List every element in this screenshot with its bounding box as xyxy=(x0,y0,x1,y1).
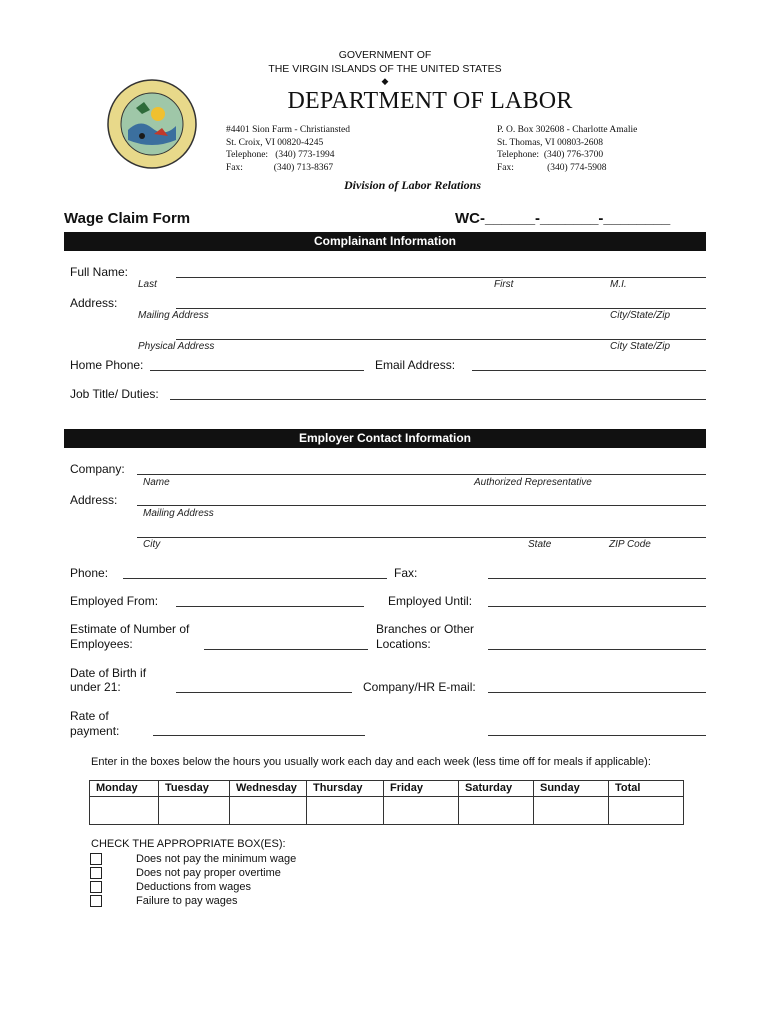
zip-caption: ZIP Code xyxy=(609,539,651,550)
hours-sunday-cell[interactable] xyxy=(534,797,609,825)
checkbox-failure-to-pay[interactable] xyxy=(90,895,102,907)
checkbox-minimum-wage[interactable] xyxy=(90,853,102,865)
rate-label-2: payment: xyxy=(70,724,120,738)
hours-monday-cell[interactable] xyxy=(90,797,159,825)
job-title-label: Job Title/ Duties: xyxy=(70,387,159,401)
company-label: Company: xyxy=(70,462,125,476)
checkbox-label-overtime: Does not pay proper overtime xyxy=(136,867,281,879)
employer-mailing-address-field[interactable] xyxy=(137,505,706,506)
state-caption: State xyxy=(528,539,552,550)
authorized-rep-caption: Authorized Representative xyxy=(474,477,592,488)
company-name-caption: Name xyxy=(143,477,170,488)
employed-from-field[interactable] xyxy=(176,606,364,607)
checkbox-label-failure-to-pay: Failure to pay wages xyxy=(136,895,238,907)
city-state-zip-caption-1: City/State/Zip xyxy=(610,310,671,321)
job-title-field[interactable] xyxy=(170,399,706,400)
city-caption: City xyxy=(143,539,161,550)
physical-address-field[interactable] xyxy=(176,339,706,340)
dob-label-1: Date of Birth if xyxy=(70,666,147,680)
email-address-label: Email Address: xyxy=(375,358,456,372)
full-name-field[interactable] xyxy=(176,277,706,278)
estimate-employees-label-2: Employees: xyxy=(70,637,133,651)
first-name-caption: First xyxy=(494,279,514,290)
dob-label-2: under 21: xyxy=(70,680,121,694)
day-header-monday: Monday xyxy=(90,781,159,797)
division-title: Division of Labor Relations xyxy=(344,178,482,192)
day-header-friday: Friday xyxy=(384,781,459,797)
day-header-total: Total xyxy=(609,781,684,797)
company-field[interactable] xyxy=(137,474,706,475)
employer-phone-label: Phone: xyxy=(70,566,109,580)
mailing-address-field[interactable] xyxy=(176,308,706,309)
employed-until-field[interactable] xyxy=(488,606,706,607)
checkbox-label-deductions: Deductions from wages xyxy=(136,881,251,893)
check-boxes-heading: CHECK THE APPROPRIATE BOX(ES): xyxy=(91,838,286,850)
checkbox-overtime[interactable] xyxy=(90,867,102,879)
hours-friday-cell[interactable] xyxy=(384,797,459,825)
branches-label-1: Branches or Other xyxy=(376,622,475,636)
day-header-sunday: Sunday xyxy=(534,781,609,797)
day-header-thursday: Thursday xyxy=(307,781,384,797)
city-state-zip-caption-2: City State/Zip xyxy=(610,341,671,352)
branches-field[interactable] xyxy=(488,649,706,650)
department-title: DEPARTMENT OF LABOR xyxy=(287,88,573,114)
home-phone-field[interactable] xyxy=(150,370,364,371)
checkbox-label-minimum-wage: Does not pay the minimum wage xyxy=(136,853,297,865)
employed-from-label: Employed From: xyxy=(70,594,159,608)
mailing-address-caption: Mailing Address xyxy=(138,310,209,321)
dob-field[interactable] xyxy=(176,692,352,693)
rate-of-payment-field[interactable] xyxy=(153,735,365,736)
hours-tuesday-cell[interactable] xyxy=(159,797,230,825)
wc-number-field[interactable]: WC-______-_______-________ xyxy=(455,210,671,227)
home-phone-label: Home Phone: xyxy=(70,358,144,372)
diamond-icon: ◆ xyxy=(381,76,389,86)
government-line-1: GOVERNMENT OF xyxy=(338,49,432,61)
estimate-employees-label-1: Estimate of Number of xyxy=(70,622,190,636)
employer-section-header: Employer Contact Information xyxy=(64,429,706,448)
government-line-2: THE VIRGIN ISLANDS OF THE UNITED STATES xyxy=(268,63,502,75)
employer-mailing-caption: Mailing Address xyxy=(143,508,214,519)
st-croix-address: #4401 Sion Farm - Christiansted St. Croix, VI 00820-4245 Telephone: (340) 773-1994 Fax: (340) 713-8367 xyxy=(226,125,351,173)
branches-label-2: Locations: xyxy=(376,637,431,651)
day-header-wednesday: Wednesday xyxy=(230,781,307,797)
hours-instruction: Enter in the boxes below the hours you usually work each day and each week (less time off for meals if applicable): xyxy=(91,756,651,768)
hours-wednesday-cell[interactable] xyxy=(230,797,307,825)
employer-phone-field[interactable] xyxy=(123,578,387,579)
hours-saturday-cell[interactable] xyxy=(459,797,534,825)
middle-initial-caption: M.I. xyxy=(610,279,627,290)
checkbox-deductions[interactable] xyxy=(90,881,102,893)
estimate-employees-field[interactable] xyxy=(204,649,368,650)
complainant-section-header: Complainant Information xyxy=(64,232,706,251)
form-title: Wage Claim Form xyxy=(64,210,191,227)
hours-thursday-cell[interactable] xyxy=(307,797,384,825)
day-header-saturday: Saturday xyxy=(459,781,534,797)
rate-label-1: Rate of xyxy=(70,709,109,723)
employer-address-label: Address: xyxy=(70,493,118,507)
email-address-field[interactable] xyxy=(472,370,706,371)
last-name-caption: Last xyxy=(138,279,157,290)
complainant-address-label: Address: xyxy=(70,296,118,310)
employed-until-label: Employed Until: xyxy=(388,594,473,608)
employer-fax-field[interactable] xyxy=(488,578,706,579)
hr-email-label: Company/HR E-mail: xyxy=(363,680,476,694)
hours-total-cell[interactable] xyxy=(609,797,684,825)
full-name-label: Full Name: xyxy=(70,265,129,279)
employer-city-field[interactable] xyxy=(137,537,706,538)
physical-address-caption: Physical Address xyxy=(138,341,215,352)
day-header-tuesday: Tuesday xyxy=(159,781,230,797)
employer-fax-label: Fax: xyxy=(394,566,418,580)
hr-email-field[interactable] xyxy=(488,692,706,693)
hours-table xyxy=(89,780,684,825)
rate-of-payment-field-2[interactable] xyxy=(488,735,706,736)
st-thomas-address: P. O. Box 302608 - Charlotte Amalie St. Thomas, VI 00803-2608 Telephone: (340) 776-3700 Fax: (340) 774-5908 xyxy=(497,125,638,173)
